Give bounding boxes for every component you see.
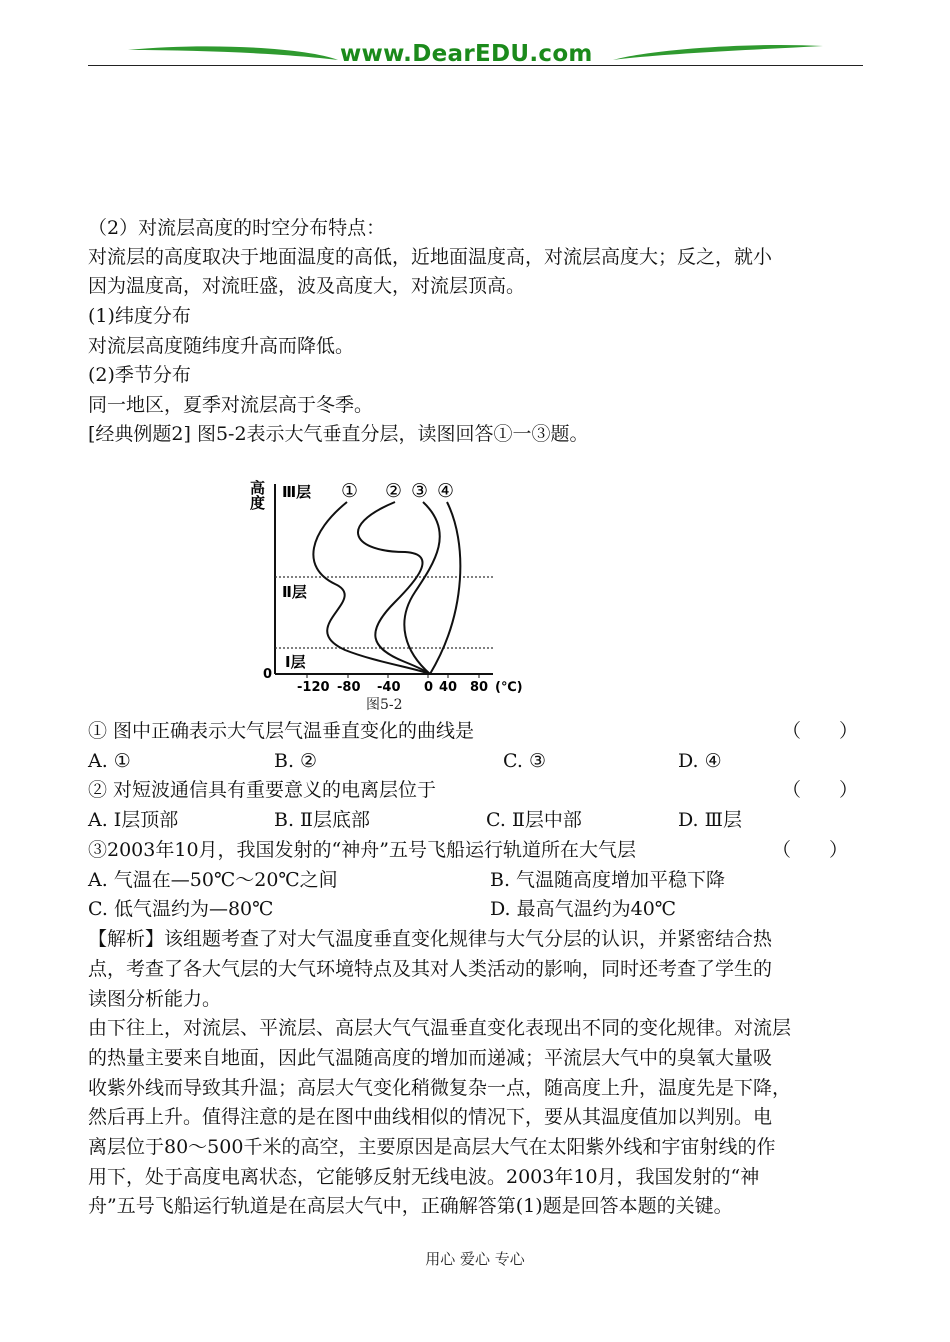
analysis-text: 由下往上，对流层、平流层、高层大气气温垂直变化表现出不同的变化规律。对流层 <box>88 1017 792 1039</box>
curve-label-1: ① <box>341 480 359 502</box>
analysis-text: 读图分析能力。 <box>88 988 222 1010</box>
question-3-option-c: C. 低气温约为—80℃ <box>88 898 274 920</box>
tick-label: -40 <box>377 680 401 695</box>
question-1-stem: ① 图中正确表示大气层气温垂直变化的曲线是 <box>88 720 475 742</box>
tick-label: -120 <box>297 680 330 695</box>
paragraph: 同一地区，夏季对流层高于冬季。 <box>88 394 374 416</box>
question-2-option-b: B. Ⅱ层底部 <box>274 809 370 831</box>
question-2-option-d: D. Ⅲ层 <box>678 809 742 831</box>
curve-label-3: ③ <box>411 480 429 502</box>
curve-label-2: ② <box>385 480 403 502</box>
paragraph: (1)纬度分布 <box>88 305 191 327</box>
layer-label-1: Ⅰ层 <box>285 653 306 671</box>
tick-label: 40 <box>439 680 458 695</box>
question-2-option-c: C. Ⅱ层中部 <box>486 809 582 831</box>
page-footer: 用心 爱心 专心 <box>425 1250 525 1268</box>
figure-caption: 图5-2 <box>366 697 403 713</box>
tick-label: 80 <box>470 680 489 695</box>
analysis-text: 用下，处于高度电离状态，它能够反射无线电波。2003年10月，我国发射的“神 <box>88 1166 760 1188</box>
paragraph: 因为温度高，对流旺盛，波及高度大，对流层顶高。 <box>88 275 526 297</box>
atmosphere-layers-figure <box>248 462 545 712</box>
question-1-option-c: C. ③ <box>503 750 546 772</box>
analysis-text: 舟”五号飞船运行轨道是在高层大气中，正确解答第(1)题是回答本题的关键。 <box>88 1195 733 1217</box>
analysis-text: 收紫外线而导致其升温；高层大气变化稍微复杂一点，随高度上升，温度先是下降， <box>88 1077 792 1099</box>
unit-label: (℃) <box>495 680 523 695</box>
analysis-text: 然后再上升。值得注意的是在图中曲线相似的情况下，要从其温度值加以判别。电 <box>88 1106 773 1128</box>
layer-label-3: Ⅲ层 <box>282 483 312 501</box>
paragraph: 对流层高度随纬度升高而降低。 <box>88 335 355 357</box>
question-2-option-a: A. Ⅰ层顶部 <box>88 809 179 831</box>
paragraph: （2）对流层高度的时空分布特点： <box>88 217 386 239</box>
curve-3 <box>404 502 439 674</box>
curve-label-4: ④ <box>437 480 455 502</box>
tick-label: -80 <box>337 680 361 695</box>
layer-label-2: Ⅱ层 <box>282 583 307 601</box>
analysis-text: 的热量主要来自地面，因此气温随高度的增加而递减；平流层大气中的臭氧大量吸 <box>88 1047 773 1069</box>
question-2-answer-paren: （ ） <box>782 779 859 801</box>
site-logo-text: www.DearEDU.com <box>340 41 593 67</box>
tick-label: 0 <box>424 680 434 695</box>
paragraph: 对流层的高度取决于地面温度的高低，近地面温度高，对流层高度大；反之，就小 <box>88 246 773 268</box>
header-rule <box>88 65 863 66</box>
question-3-stem: ③2003年10月，我国发射的“神舟”五号飞船运行轨道所在大气层 <box>88 839 636 861</box>
origin-label: 0 <box>263 667 273 682</box>
left-swoosh <box>128 46 338 60</box>
analysis-text: 【解析】该组题考查了对大气温度垂直变化规律与大气分层的认识，并紧密结合热 <box>88 928 773 950</box>
analysis-text: 点，考查了各大气层的大气环境特点及其对人类活动的影响，同时还考查了学生的 <box>88 958 773 980</box>
question-1-answer-paren: （ ） <box>782 720 859 742</box>
y-axis-label: 高度 <box>248 480 266 510</box>
question-2-stem: ② 对短波通信具有重要意义的电离层位于 <box>88 779 437 801</box>
paragraph: (2)季节分布 <box>88 364 191 386</box>
question-1-option-a: A. ① <box>88 750 131 772</box>
question-3-option-a: A. 气温在—50℃～20℃之间 <box>88 869 338 891</box>
question-1-option-d: D. ④ <box>678 750 722 772</box>
example-heading: [经典例题2] 图5-2表示大气垂直分层，读图回答①一③题。 <box>88 423 589 445</box>
question-1-option-b: B. ② <box>274 750 318 772</box>
question-3-option-b: B. 气温随高度增加平稳下降 <box>490 869 726 891</box>
question-3-answer-paren: （ ） <box>772 839 849 861</box>
analysis-text: 离层位于80～500千米的高空，主要原因是高层大气在太阳紫外线和宇宙射线的作 <box>88 1136 776 1158</box>
question-3-option-d: D. 最高气温约为40℃ <box>490 898 677 920</box>
right-swoosh <box>613 45 823 60</box>
